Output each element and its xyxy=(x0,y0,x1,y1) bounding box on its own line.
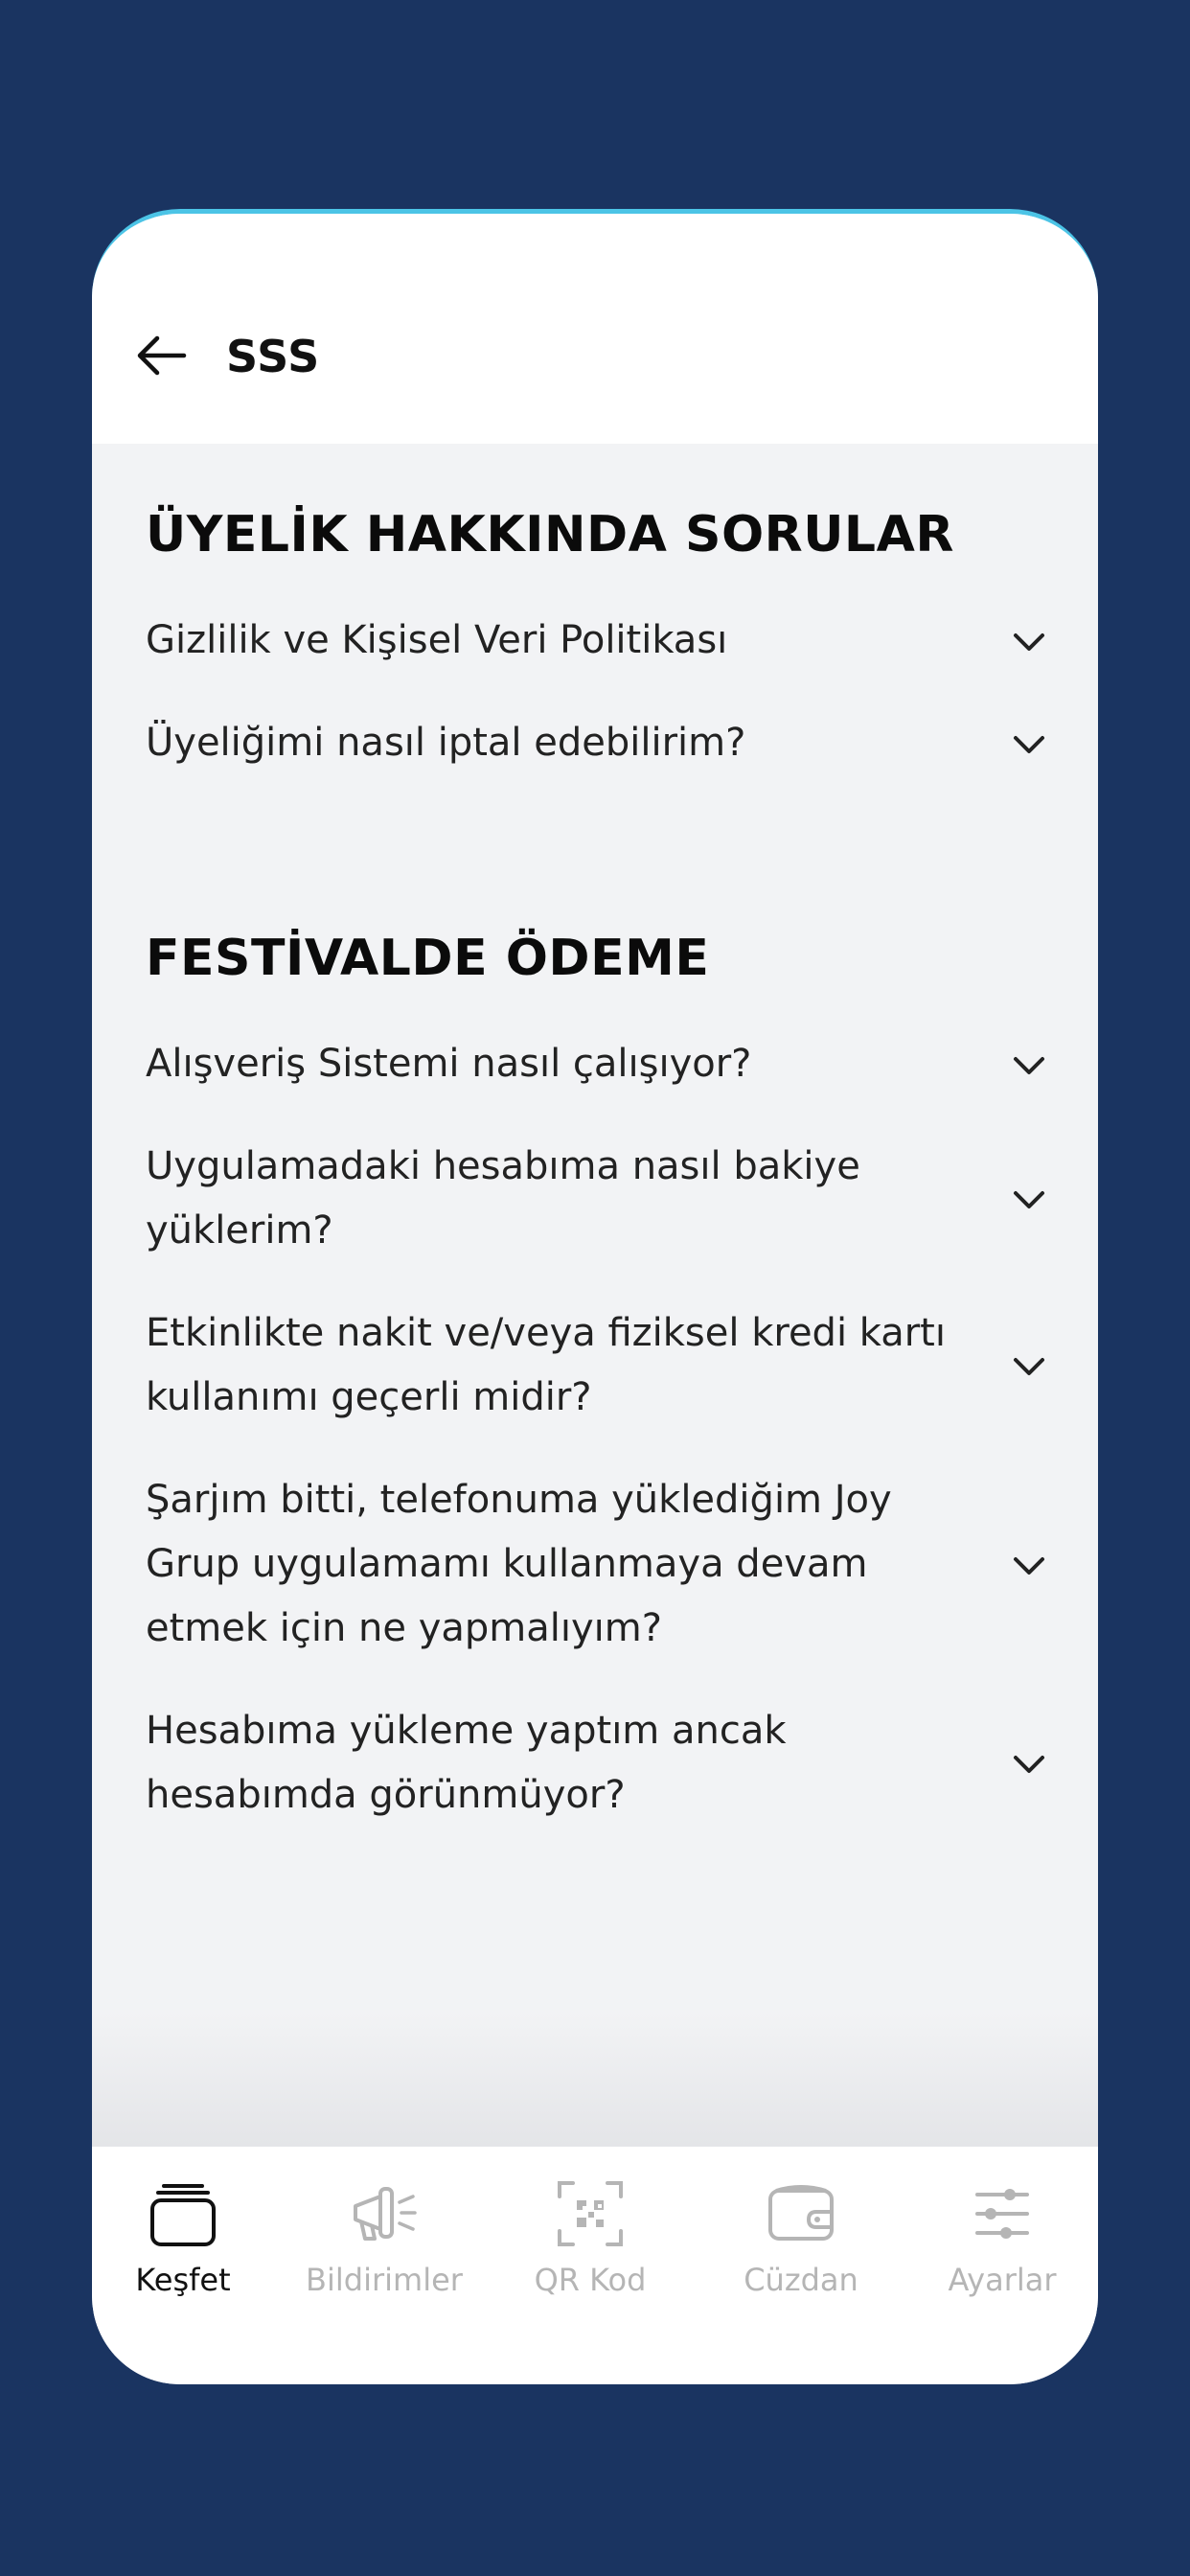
page-title: SSS xyxy=(226,331,321,382)
header xyxy=(92,214,1098,444)
faq-question: Uygulamadaki hesabıma nasıl bakiye yüklerim? xyxy=(146,1144,860,1253)
wallet-icon xyxy=(763,2175,839,2252)
faq-question: Üyeliğimi nasıl iptal edebilirim? xyxy=(146,721,746,765)
back-arrow-icon[interactable] xyxy=(134,334,188,377)
app-screen xyxy=(92,209,1098,2384)
section-title-membership: ÜYELİK HAKKINDA SORULAR xyxy=(146,506,954,564)
tab-bar xyxy=(92,2147,1098,2384)
chevron-down-icon xyxy=(1008,620,1050,662)
faq-list-payment xyxy=(146,1013,1050,1847)
tab-label: QR Kod xyxy=(534,2262,647,2298)
faq-item[interactable] xyxy=(146,589,1050,692)
tab-qr-kod[interactable] xyxy=(499,2175,681,2319)
faq-question: Hesabıma yükleme yaptım ancak hesabımda görünmüyor? xyxy=(146,1709,787,1817)
chevron-down-icon xyxy=(1008,1345,1050,1387)
faq-question: Gizlilik ve Kişisel Veri Politikası xyxy=(146,618,728,662)
chevron-down-icon xyxy=(1008,1544,1050,1586)
chevron-down-icon xyxy=(1008,1044,1050,1086)
chevron-down-icon xyxy=(1008,723,1050,765)
faq-item[interactable] xyxy=(146,692,1050,794)
tab-cuzdan[interactable] xyxy=(710,2175,892,2319)
faq-question: Etkinlikte nakit ve/veya fiziksel kredi kartı kullanımı geçerli midir? xyxy=(146,1311,946,1419)
scroll-fade xyxy=(92,2012,1098,2147)
sliders-icon xyxy=(964,2175,1041,2252)
faq-item[interactable] xyxy=(146,1449,1050,1680)
faq-list-membership xyxy=(146,589,1050,794)
faq-item[interactable] xyxy=(146,1116,1050,1282)
tab-ayarlar[interactable] xyxy=(911,2175,1093,2319)
faq-question: Şarjım bitti, telefonuma yüklediğim Joy Grup uygulamamı kullanmaya devam etmek için ne yapmalıyım? xyxy=(146,1478,892,1650)
tab-label: Keşfet xyxy=(135,2262,231,2298)
faq-item[interactable] xyxy=(146,1282,1050,1449)
chevron-down-icon xyxy=(1008,1178,1050,1220)
tab-label: Cüzdan xyxy=(744,2262,858,2298)
faq-content xyxy=(146,444,1050,1847)
faq-question: Alışveriş Sistemi nasıl çalışıyor? xyxy=(146,1042,752,1086)
section-title-payment: FESTİVALDE ÖDEME xyxy=(146,930,710,987)
tab-kesfet[interactable] xyxy=(92,2175,274,2319)
tab-bildirimler[interactable] xyxy=(293,2175,475,2319)
chevron-down-icon xyxy=(1008,1742,1050,1784)
qr-code-icon xyxy=(552,2175,629,2252)
tab-label: Ayarlar xyxy=(948,2262,1057,2298)
megaphone-icon xyxy=(346,2175,423,2252)
faq-item[interactable] xyxy=(146,1680,1050,1847)
faq-item[interactable] xyxy=(146,1013,1050,1116)
tab-label: Bildirimler xyxy=(306,2262,463,2298)
cards-icon xyxy=(145,2175,221,2252)
